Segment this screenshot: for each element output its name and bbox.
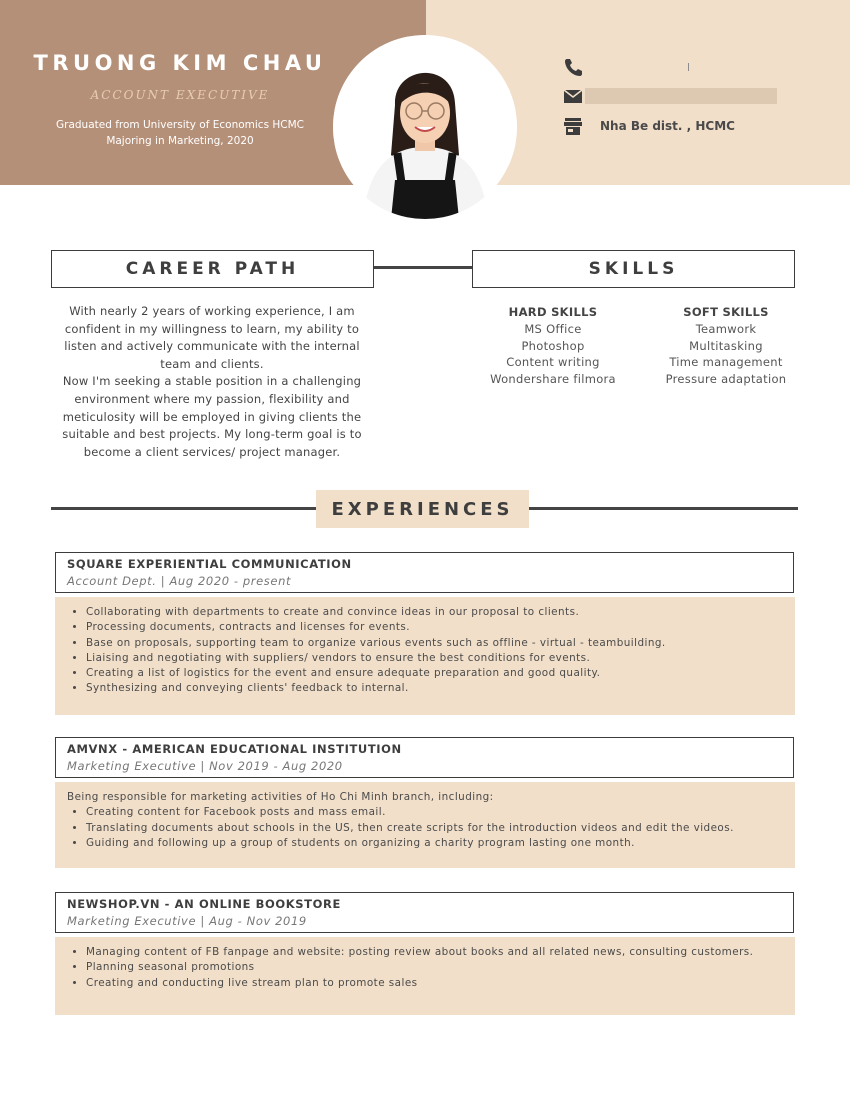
job-bullet: • Managing content of FB fanpage and website: posting review about books and all related news, consulting customers. — [86, 945, 785, 960]
job-bullets — [67, 945, 785, 991]
job-title: ACCOUNT EXECUTIVE — [90, 88, 270, 102]
job-bullet: • Planning seasonal promotions — [86, 960, 785, 975]
skills-heading: SKILLS — [472, 250, 795, 288]
phone-redacted — [688, 63, 689, 71]
skill-item: Pressure adaptation — [665, 372, 787, 387]
job-bullet: • Guiding and following up a group of students on organizing a charity program lasting one month. — [86, 836, 785, 851]
career-path-heading: CAREER PATH — [51, 250, 374, 288]
job-bullet: • Creating content for Facebook posts and mass email. — [86, 805, 785, 820]
job-company: SQUARE EXPERIENTIAL COMMUNICATION — [67, 557, 352, 571]
job-header — [55, 892, 794, 933]
soft-skills-title: SOFT SKILLS — [683, 305, 769, 319]
education-line: Graduated from University of Economics HCMC — [55, 119, 304, 131]
skill-item: Photoshop — [521, 338, 585, 353]
skill-item: Teamwork — [695, 321, 757, 336]
career-summary — [50, 303, 374, 461]
skill-item: Time management — [669, 355, 783, 370]
job-bullets — [67, 805, 785, 851]
job-details — [55, 782, 795, 868]
experiences-heading: EXPERIENCES — [316, 490, 529, 528]
job-bullet: • Synthesizing and conveying clients' feedback to internal. — [86, 681, 785, 696]
address-text: Nha Be dist. , HCMC — [600, 119, 735, 133]
job-header — [55, 737, 794, 778]
job-role: Account Dept. | Aug 2020 - present — [67, 574, 292, 588]
job-role: Marketing Executive | Aug - Nov 2019 — [67, 914, 307, 928]
skill-item: Content writing — [506, 355, 600, 370]
job-bullet: • Processing documents, contracts and licenses for events. — [86, 620, 785, 635]
career-paragraph: Now I'm seeking a stable position in a challenging environment where my passion, flexibility and meticulosity will be employed in giving clients the suitable and best projects. My long-term goal is to become a client services/ project manager. — [62, 374, 362, 459]
store-icon — [563, 116, 583, 136]
heading-connector — [374, 266, 472, 269]
skill-item: Multitasking — [689, 338, 763, 353]
job-bullet: • Creating a list of logistics for the event and ensure adequate preparation and good quality. — [86, 666, 785, 681]
job-bullet: • Liaising and negotiating with suppliers/ vendors to ensure the best conditions for events. — [86, 651, 785, 666]
education — [0, 117, 360, 149]
career-paragraph: With nearly 2 years of working experience, I am confident in my willingness to learn, my ability to listen and actively communicate with the internal team and clients. — [64, 304, 360, 371]
candidate-name: TRUONG KIM CHAU — [33, 51, 327, 75]
job-intro: Being responsible for marketing activities of Ho Chi Minh branch, including: — [67, 791, 494, 803]
job-bullet: • Base on proposals, supporting team to organize various events such as offline - virtual - teambuilding. — [86, 636, 785, 651]
email-redacted — [585, 88, 777, 104]
contact-email — [563, 85, 777, 107]
job-company: AMVNX - AMERICAN EDUCATIONAL INSTITUTION — [67, 742, 402, 756]
job-bullets — [67, 605, 785, 697]
job-bullet: • Creating and conducting live stream plan to promote sales — [86, 976, 785, 991]
soft-skills — [641, 304, 811, 388]
hard-skills-title: HARD SKILLS — [508, 305, 598, 319]
job-details — [55, 597, 795, 715]
job-details — [55, 937, 795, 1015]
profile-photo-illustration — [333, 35, 517, 219]
skill-item: Wondershare filmora — [490, 372, 616, 387]
hard-skills — [468, 304, 638, 388]
job-company: NEWSHOP.VN - AN ONLINE BOOKSTORE — [67, 897, 341, 911]
job-role: Marketing Executive | Nov 2019 - Aug 2020 — [67, 759, 343, 773]
contact-phone — [563, 56, 689, 78]
profile-photo — [333, 35, 517, 219]
job-bullet: • Collaborating with departments to create and convince ideas in our proposal to clients. — [86, 605, 785, 620]
envelope-icon — [563, 86, 583, 106]
skill-item: MS Office — [524, 321, 582, 336]
experiences-rule-left — [51, 507, 316, 510]
contact-address — [563, 115, 735, 137]
education-line: Majoring in Marketing, 2020 — [106, 135, 254, 147]
phone-icon — [563, 57, 583, 77]
experiences-rule-right — [529, 507, 798, 510]
job-bullet: • Translating documents about schools in the US, then create scripts for the introduction videos and edit the videos. — [86, 821, 785, 836]
job-header — [55, 552, 794, 593]
